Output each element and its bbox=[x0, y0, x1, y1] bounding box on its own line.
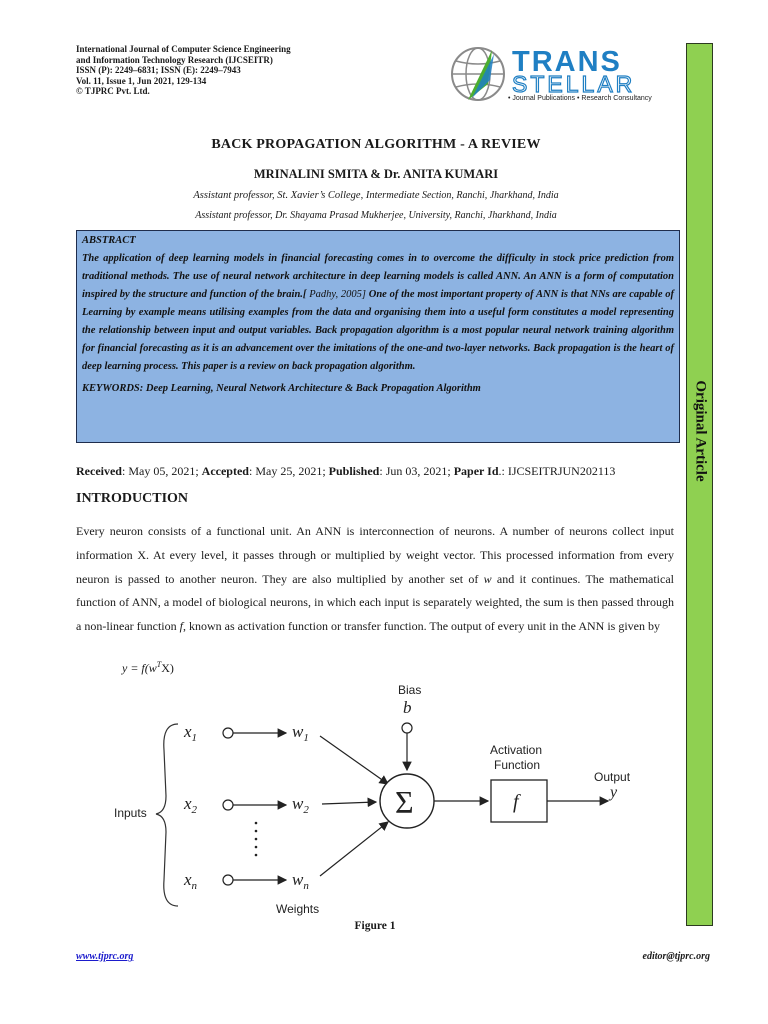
input-x1: $x_1$ bbox=[184, 722, 198, 744]
affiliation-1 bbox=[76, 190, 676, 201]
weight-wn: $w_n$ bbox=[292, 870, 309, 892]
bias-label: Bias bbox=[398, 683, 422, 697]
logo-tagline: • Journal Publications • Research Consultancy bbox=[508, 95, 652, 102]
received-date: : May 05, 2021; bbox=[121, 464, 202, 478]
received-label: Received bbox=[76, 464, 122, 478]
affiliation-1-rest: Section, Ranchi, Jharkhand, India bbox=[419, 190, 559, 201]
ellipsis-dots bbox=[255, 822, 258, 857]
journal-line: and Information Technology Research (IJCSEITR) bbox=[76, 54, 273, 65]
figure-caption: Figure 1 bbox=[354, 920, 396, 932]
paper-id-label: Paper Id bbox=[453, 464, 499, 478]
globe-icon bbox=[452, 48, 504, 100]
affiliation-1-italic: Assistant professor, St. Xavier’s College, Intermediate bbox=[193, 190, 420, 201]
summation-symbol: Σ bbox=[395, 784, 414, 820]
weight-edge-n bbox=[320, 822, 388, 876]
formula-sup: T bbox=[156, 660, 162, 669]
bias-symbol: b bbox=[403, 698, 412, 717]
abstract-text-2: One of the most important property of ANN is that NNs are capable of Learning by example means utilising examples from the data and organising them into a useful form constitutes a model representing the relationship between input and output variables. Back propagation algorithm is a most popular neural network training algorithm for financial forecasting as it is an advancement over the imitations of the one-and two-layer networks. Back propagation is the heart of deep learning process. This paper is a review on back propagation algorithm. bbox=[82, 289, 675, 372]
activation-symbol: f bbox=[513, 791, 519, 813]
abstract-body bbox=[82, 250, 674, 376]
journal-line: International Journal of Computer Science Engineering bbox=[76, 44, 291, 54]
input-node-2 bbox=[223, 800, 233, 810]
intro-f-symbol: f bbox=[179, 619, 183, 634]
section-heading-introduction: INTRODUCTION bbox=[76, 491, 189, 506]
input-xn: $x_n$ bbox=[184, 870, 198, 892]
weight-w2: $w_2$ bbox=[292, 794, 309, 816]
activation-label-2: Function bbox=[494, 758, 541, 772]
input-node-n bbox=[223, 875, 233, 885]
weights-label: Weights bbox=[276, 902, 320, 916]
weight-edge-1 bbox=[320, 736, 388, 784]
article-type-sidebar bbox=[686, 43, 713, 926]
footer-email: editor@tjprc.org bbox=[642, 951, 710, 962]
publication-dates bbox=[76, 464, 676, 479]
affiliation-2: Assistant professor, Dr. Shayama Prasad Mukherjee, University, Ranchi, Jharkhand, India bbox=[195, 210, 557, 221]
output-formula bbox=[122, 660, 174, 676]
abstract-text-1: The application of deep learning models in financial forecasting comes in to overcome the difficulty in stock price prediction from traditional methods. The use of neural network architecture in deep learning models is called ANN. An ANN is a form of computation inspired by the structure and function of the brain.[ bbox=[82, 253, 674, 300]
accepted-date: : May 25, 2021; bbox=[248, 464, 329, 478]
neuron-diagram bbox=[108, 680, 648, 920]
activation-label-1: Activation bbox=[490, 743, 543, 757]
output-symbol: y bbox=[610, 784, 618, 801]
output-label: Output bbox=[594, 770, 631, 784]
journal-line: ISSN (P): 2249–6831; ISSN (E): 2249–7943 bbox=[76, 65, 241, 75]
inputs-brace bbox=[156, 724, 178, 906]
journal-line: © TJPRC Pvt. Ltd. bbox=[76, 86, 150, 96]
introduction-paragraph bbox=[76, 520, 674, 639]
activation-box bbox=[491, 780, 547, 822]
published-date: : Jun 03, 2021; bbox=[379, 464, 454, 478]
published-label: Published bbox=[328, 464, 380, 478]
paper-title: BACK PROPAGATION ALGORITHM - A REVIEW bbox=[211, 137, 541, 152]
weight-edge-2 bbox=[322, 802, 376, 804]
input-x2: $x_2$ bbox=[184, 794, 198, 816]
formula-rhs: X) bbox=[161, 661, 174, 675]
weight-w1: $w_1$ bbox=[292, 722, 309, 744]
journal-info bbox=[76, 44, 376, 97]
formula-lhs: y = f(w bbox=[122, 661, 157, 675]
logo-word-bottom: STELLAR bbox=[512, 71, 636, 97]
inputs-label: Inputs bbox=[114, 806, 147, 820]
bias-node bbox=[402, 723, 412, 733]
input-node-1 bbox=[223, 728, 233, 738]
paper-id: .: IJCSEITRJUN202113 bbox=[498, 464, 616, 478]
abstract-heading: ABSTRACT bbox=[82, 235, 136, 246]
paper-authors: MRINALINI SMITA & Dr. ANITA KUMARI bbox=[253, 167, 499, 181]
abstract-citation: Padhy, 2005] bbox=[306, 289, 366, 300]
intro-text-3: , known as activation function or transfer function. The output of every unit in the ANN is given by bbox=[182, 619, 660, 634]
abstract-box bbox=[76, 230, 680, 443]
footer-website-link[interactable]: www.tjprc.org bbox=[76, 951, 134, 962]
abstract-keywords: KEYWORDS: Deep Learning, Neural Network Architecture & Back Propagation Algorithm bbox=[82, 383, 481, 394]
accepted-label: Accepted bbox=[201, 464, 249, 478]
intro-text-2: and it continues. The mathematical function of ANN, a model of biological neurons, in which each input is separately weighted, the sum is then passed through a non-linear function bbox=[76, 571, 675, 634]
logo-word-top: TRANS bbox=[512, 46, 622, 78]
intro-w-symbol: w bbox=[483, 571, 492, 586]
intro-text-1: Every neuron consists of a functional unit. An ANN is interconnection of neurons. A number of neurons collect input information X. At every level, it passes through or multiplied by weight vector. This processed information from every neuron is passed to another neuron. They are also multiplied by another set of bbox=[76, 524, 674, 586]
journal-line: Vol. 11, Issue 1, Jun 2021, 129-134 bbox=[76, 75, 207, 86]
article-type-label: Original Article bbox=[692, 380, 708, 482]
